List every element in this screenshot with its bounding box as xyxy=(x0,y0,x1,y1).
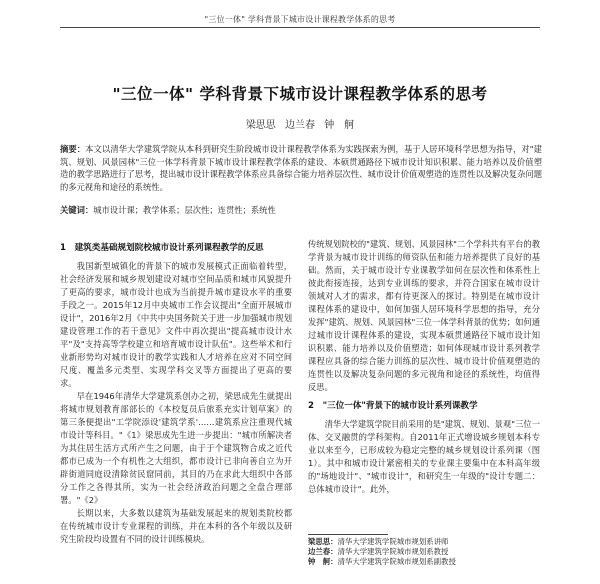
footnote-rule xyxy=(308,534,388,535)
abstract-label: 摘要： xyxy=(60,144,86,154)
footnote: 梁思思：清华大学建筑学院城市规划系讲师 xyxy=(308,537,449,546)
author-footnotes xyxy=(308,537,540,567)
abstract-text: 本文以清华大学建筑学院从本科到研究生阶段城市设计课程教学体系为实践探索为例，基于人居环境科学思想为指导，对"建筑、规划、风景园林"三位一体学科背景下城市设计课程教学体系的建设、本硕贯通路径下城市设计知识积累、能力培养以及价值塑造的教学思路进行了思考，提出城市设计课程教学体系应具备综合能力培养层次性、城市设计价值观塑造的连贯性以及解决复杂问题的多元视角和途径的系统性。 xyxy=(60,144,542,192)
author-1: 梁思思 xyxy=(245,120,276,131)
authors xyxy=(0,116,600,131)
section-heading-1: 1 建筑类基础规划院校城市设计系列课程教学的反思 xyxy=(60,243,264,253)
keywords xyxy=(60,204,542,216)
author-3: 钟 舸 xyxy=(324,120,355,131)
footnote: 边兰春：清华大学建筑学院城市规划系教授 xyxy=(308,547,449,556)
header-rule xyxy=(60,27,540,28)
author-2: 边兰春 xyxy=(285,120,315,131)
keywords-label: 关键词： xyxy=(60,205,94,215)
keywords-text: 城市设计课；教学体系；层次性；连贯性；系统性 xyxy=(93,205,276,215)
paragraph: 长期以来，大多数以建筑为基础发展起来的规划类院校都在传统城市设计专业课程的训练，并在本科的各个年级以及研究生阶段均设置有不同的设计训练模块。 xyxy=(60,508,292,544)
running-header: "三位一体" 学科背景下城市设计课程教学体系的思考 xyxy=(204,15,396,24)
paper-title: "三位一体" 学科背景下城市设计课程教学体系的思考 xyxy=(112,85,488,103)
paragraph: 传统规划院校的"建筑、规划、风景园林"二个学科共有平台的教学背景为城市设计训练的师资队伍和能力培养提供了良好的基础。然而，关于城市设计专业课教学如何在层次性和体系性上彼此衔接连接，达到专业训练的要求，并符合国家在城市设计领域对人才的需求，都有待更深入的探讨。特别是在城市设计课程体系的建设中，如何加强人居环境科学思想的指导，充分发挥"建筑、规划、风景园林"三位一体学科背景的优势；如何通过城市设计课程体系的建设，实现本硕贯通路径下城市设计知识积累、能力培养以及价值塑造；如何体现城市设计系列教学课程应具备的综合能力训练的层次性、城市设计价值观塑造的连贯性以及解决复杂问题的多元视角和途径的系统性，均值得反思。 xyxy=(308,239,540,392)
paragraph: 早在1946年清华大学建筑系创办之初，梁思成先生就提出将城市规划教育部部长的《本校复员后旅系充实计划草案》的第三条便提出"工学院添设'建筑学系'……建筑系应注重现代城市设计等科目。"《1》梁思成先生进一步提出："城市所解决者为其住居生活方式所产生之问题，由于于个建筑物合成之近代都市已成为一个有机性之大组织，都市设计已非向善自立为开辟街道同庭设清除贫民窟同前，其目的乃在求此大组织中各部分工作之各得其所，实为一社会经济政治问题之全盘合理部署。"《2》 xyxy=(60,391,292,505)
footnote: 钟 舸：清华大学建筑学院城市规划系副教授 xyxy=(308,557,456,566)
abstract xyxy=(60,143,542,193)
left-column xyxy=(60,238,292,546)
paragraph: 我国新型城镇化的背景下的城市发展模式正面临着转型，社会经济发展和城乡规划建设对城市空间品质和城市风貌提升了更高的要求，城市设计也成为当前提升城市建设水平的重要手段之一。2015年12月中央城市工作会议提出"全面开展城市设计"，2016年2月《中共中央国务院关于进一步加强城市规划建设管理工作的若干意见》文件中再次提出"提高城市设计水平"及"支持高等学校建立和培育城市设计队伍"。这些举术和行业新形势均对城市设计的教学实践和人才培养在应对不同空间尺度、覆盖多元类型、实现学科交叉等方面提出了更高的要求。 xyxy=(60,261,292,388)
section-heading-2: 2 "三位一体"背景下的城市设计系列课教学 xyxy=(308,401,478,411)
right-column xyxy=(308,238,540,496)
paragraph: 清华大学建筑学院目前采用的是"建筑、规划、景观"三位一体、交叉融贯的学科架构。自2011年正式增设城乡规划本科专业以来至今，已形成较为稳定完整的城乡规划设计系列课（图1）。其中和城市设计紧密相关的专业课主要集中在本科高年级的"场地设计"、"城市设计"，和研究生一年级的"设计专题二：总体城市设计"。此外， xyxy=(308,419,540,494)
